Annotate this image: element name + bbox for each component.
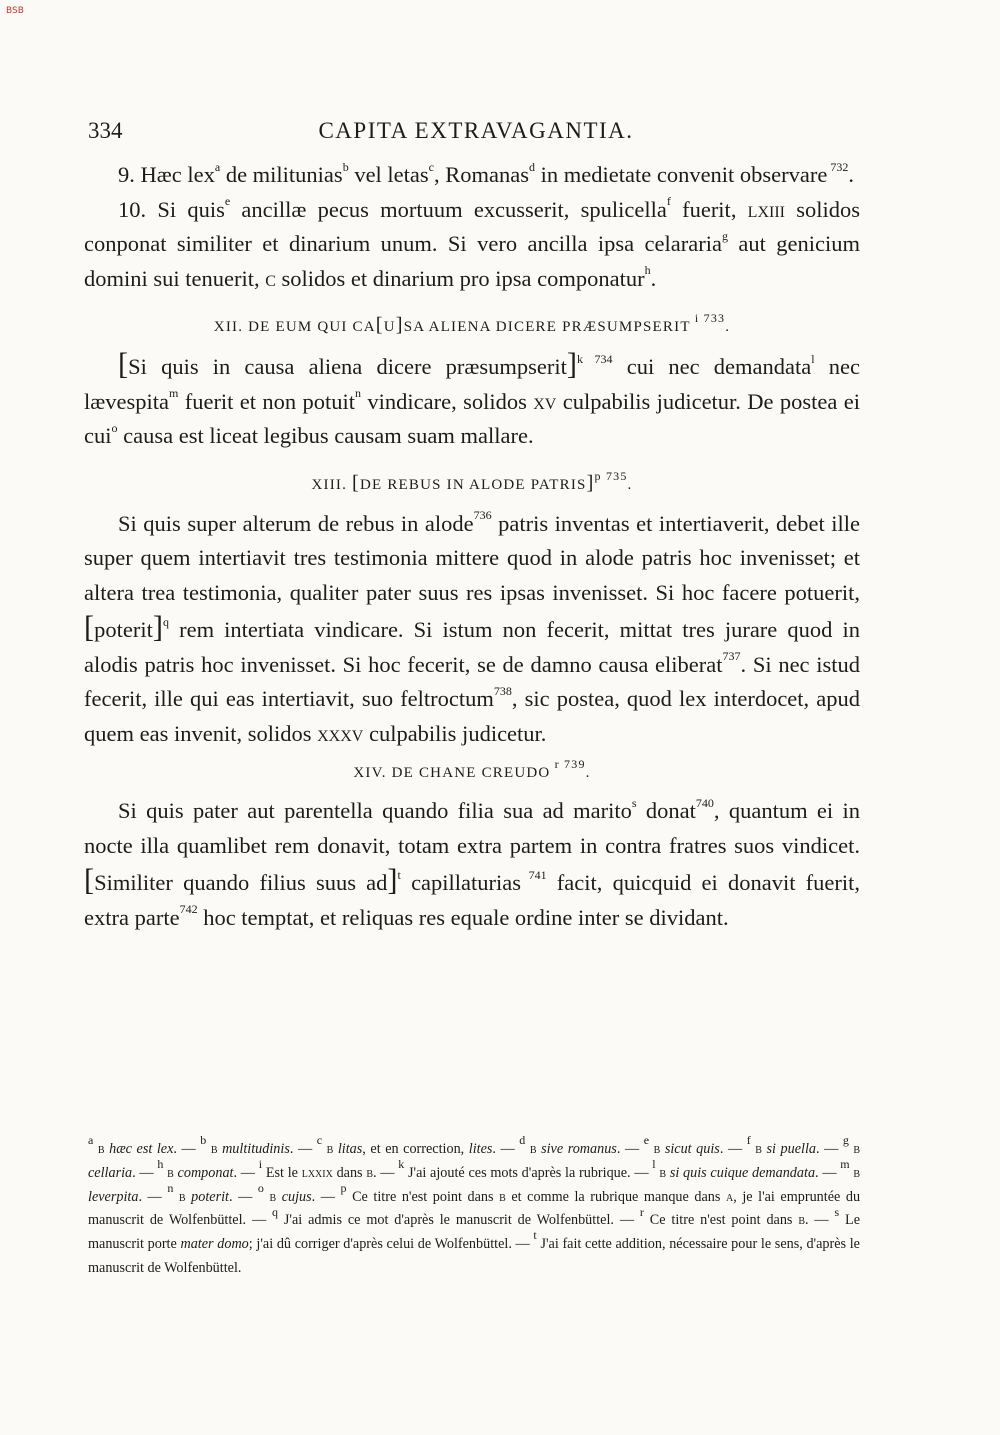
paragraph-10: 10. Si quis$^e$ ancillæ pecus mortuum excusserit, spulicella$^f$ fuerit, lxiii solidos conponat similiter et dinarium unum. Si vero ancilla ipsa celararia$^g$ aut genicium domini sui tenuerit, c solidos et dinarium pro ipsa componatur$^h$. [84,194,861,291]
paragraph-9: 9. Hæc lex$^a$ de militunias$^b$ vel letas$^c$, Romanas$^d$ in medietate convenit observare $^{732}$. [118,159,855,187]
page-title: CAPITA EXTRAVAGANTIA. [318,118,634,143]
footnotes: $^a$ b hæc est lex. — $^b$ b multitudinis. — $^c$ b litas, et en correction, lites. — $^d$ b sive romanus. — $^e$ b sicut quis. — $^f$ b si puella. — $^g$ b cellaria. — $^h$ b componat. — $^i$ Est le lxxix dans b. — $^k$ J'ai ajouté ces mots d'après la rubrique. — $^l$ b si quis cuique demandata. — $^m$ b leverpita. — $^n$ b poterit. — $^o$ b cujus. — $^p$ Ce titre n'est point dans b et comme la rubrique manque dans a, je l'ai empruntée du manuscrit de Wolfenbüttel. — $^q$ J'ai admis ce mot d'après le manuscrit de Wolfenbüttel. — $^r$ Ce titre n'est point dans b. — $^s$ Le manuscrit porte mater domo; j'ai dû corriger d'après celui de Wolfenbüttel. — $^t$ J'ai fait cette addition, nécessaire pour le sens, d'après le manuscrit de Wolfenbüttel. [88,1133,861,1276]
section-heading-13: XIII. [DE REBUS IN ALODE PATRIS]$^{p 735}$. [311,468,633,494]
paragraph-13: Si quis super alterum de rebus in alode$^{736}$ patris inventas et intertiaverit, debet ille super quem intertiavit tres testimonia mittere quod in alode patris hoc invenisset; et altera trea testimonia, qualiter pater suus res ipsas invenisset. Si hoc facere potuerit, [poterit]$^q$ rem intertiata vindicare. Si istum non fecerit, mittat tres jurare quod in alodis patris hoc invenisset. Si hoc fecerit, se de damno causa eliberat$^{737}$. Si nec istud fecerit, ille qui eas intertiavit, suo feltroctum$^{738}$, sic postea, quod lex interdocet, apud quem eas invenit, solidos xxxv culpabilis judicetur. [84,508,861,746]
paragraph-12: [Si quis in causa aliena dicere præsumpserit]$^{k 734}$ cui nec demandata$^l$ nec lævespita$^m$ fuerit et non potuit$^n$ vindicare, solidos xv culpabilis judicetur. De postea ei cui$^o$ causa est liceat legibus causam suam mallare. [84,347,860,448]
paragraph-14: Si quis pater aut parentella quando filia sua ad marito$^s$ donat$^{740}$, quantum ei in nocte illa quamlibet rem donavit, totam extra partem in contra fratres suos vindicet. [Similiter quando filius suus ad]$^t$ capillaturias $^{741}$ facit, quicquid ei donavit fuerit, extra parte$^{742}$ hoc temptat, et reliquas res equale ordine inter se dividant. [84,795,860,930]
section-heading-14: XIV. DE CHANE CREUDO $^{r 739}$. [353,757,591,781]
page-number: 334 [88,118,123,143]
section-heading-12: XII. DE EUM QUI CA[U]SA ALIENA DICERE PRÆSUMPSERIT $^{i 733}$. [213,311,731,336]
running-head [88,118,864,148]
library-stamp: BSB [6,6,24,16]
main-text [84,158,860,935]
